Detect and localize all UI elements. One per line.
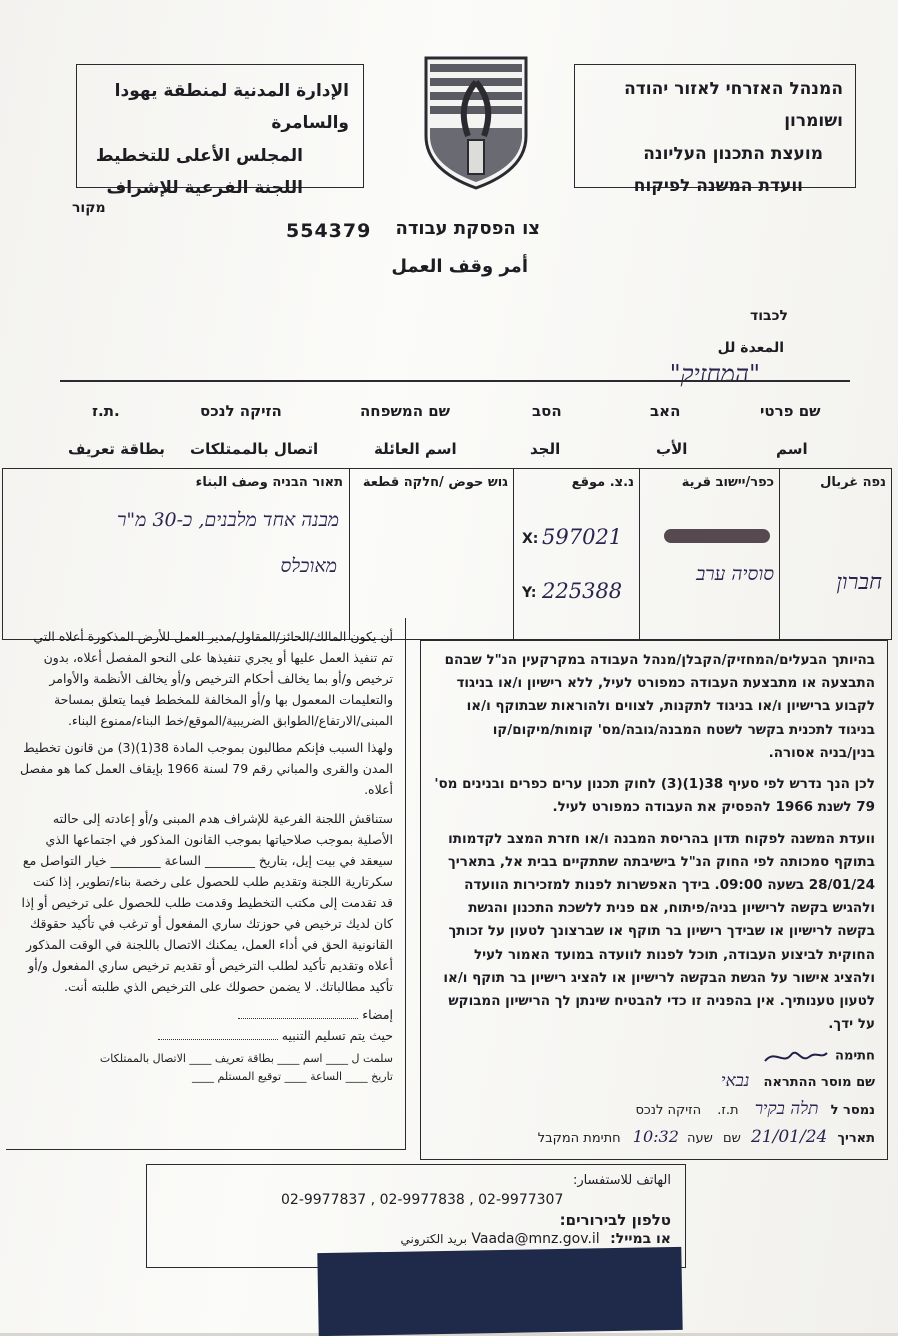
personal-fields-hebrew-row <box>60 402 840 426</box>
arabic-delivered-row: سلمت ل ____ اسم ____ بطاقة تعريف ____ الاتصال بالممتلكات <box>99 1052 393 1066</box>
hebrew-delivered-value: תלה בקיר <box>754 1098 819 1119</box>
location-table <box>2 468 892 640</box>
arabic-connection-label: الاتصال بالممتلكات <box>99 1052 186 1066</box>
arabic-header-line-2: المجلس الأعلى للتخطيط <box>95 145 303 166</box>
description-line-2: מאוכלס <box>280 555 337 577</box>
to-label-arabic: المعدة لل <box>717 340 784 356</box>
arabic-delivery-row <box>18 1026 393 1047</box>
hebrew-signature-label: חתימה <box>835 1048 875 1063</box>
hebrew-body-box <box>420 640 888 1160</box>
field-first-name: שם פרטי <box>760 402 821 420</box>
hebrew-paragraph-1: בהיותך הבעלים/המחזיק/הקבלן/מנהל העבודה במקרקעין הנ"ל שבהם התבצעה או מתבצעת העבודה כמפורט לעיל, ללא רישיון ו/או בניגוד לקבוע ברישיון ו/או בניגוד לתקנות, לצווים ולהוראות שבתוקף ו/או בניגוד לתכנית בקשר לשטח המבנה/גובה/מס' קומות/מיקום/קו בנין/בניה אסורה. <box>444 652 875 761</box>
footer-phones: 02-9977837 , 02-9977838 , 02-9977307 <box>281 1192 564 1208</box>
field-father: האב <box>650 402 681 420</box>
footer-hebrew-contact-row <box>161 1210 671 1229</box>
coord-x-label: X: <box>522 531 539 547</box>
header-district: נפה غربال <box>820 475 886 490</box>
footer-contact-label-arabic: الهاتف للاستفسار: <box>572 1173 671 1188</box>
arabic-delivered-label: سلمت ل <box>351 1052 393 1066</box>
arabic-id-label: بطاقة تعريف <box>214 1052 274 1066</box>
field-connection-ar: اتصال بالممتلكات <box>190 440 319 458</box>
table-cell-description <box>3 469 349 639</box>
header-block-parcel: גוש حوض /חלקה قطعة <box>362 475 508 490</box>
footer-email: Vaada@mnz.gov.il <box>471 1231 600 1247</box>
arabic-paragraph-1: أن يكون المالك/الحائز/المقاول/مدير العمل للأرض المذكورة أعلاه التي تم تنفيذ العمل عليها أو يجري تنفيذها على النحو المفصل أعلاه، بدون ترخيص و/أو بما يخالف أحكام الترخيص و/أو يخالف الأنظمة والأوامر والتعليمات المعمول بها و/أو المخالفة للمخطط فيما يتعلق بمساحة المبنى/الارتفاع/الطوابق الضريبية/الموقع/خط البناء/ممنوع البناء. <box>33 629 393 728</box>
header-village: כפר/יישוב قرية <box>681 475 774 490</box>
footer-arabic-contact-row <box>161 1173 671 1188</box>
hebrew-date-label: תאריך <box>837 1130 875 1146</box>
header-coordinates: נ.צ. موقع <box>571 475 634 490</box>
hebrew-connection-label: הזיקה לנכס <box>635 1102 702 1118</box>
arabic-recipient-sign-label: توقيع المستلم <box>217 1070 282 1084</box>
footer-email-label-arabic: بريد الكتروني <box>400 1232 467 1246</box>
hebrew-header-box <box>574 64 856 196</box>
arabic-sign-row <box>18 1005 393 1026</box>
hebrew-signature-row <box>433 1045 875 1067</box>
field-family-name: שם המשפחה <box>360 402 451 420</box>
table-cell-coordinates <box>513 469 640 639</box>
hebrew-receiver-sign-label: חתימת המקבל <box>537 1130 621 1146</box>
arabic-header-line-1: الإدارة المدنية لمنطقة يهودا والسامرة <box>114 81 349 134</box>
hebrew-time-value: 10:32 <box>632 1126 679 1146</box>
hebrew-id-label: ת.ז. <box>717 1102 739 1118</box>
arabic-date-label: تاريخ <box>371 1070 393 1084</box>
field-connection: הזיקה לנכס <box>200 402 282 420</box>
hebrew-delivered-row <box>433 1095 875 1123</box>
footer-email-row <box>161 1231 671 1247</box>
hebrew-date-value: 21/01/24 <box>750 1126 828 1147</box>
arabic-paragraph-3: ستناقش اللجنة الفرعية للإشراف هدم المبنى و/أو إعادته إلى حالته الأصلية بموجب صلاحياتها بموجب القانون المذكور في اجتماعها الذي سيعقد في بيت إيل، بتاريخ ________ الساعة ________ خيار التواصل مع سكرتارية اللجنة وتقديم طلب للحصول على رخصة بناء/تطوير، إذا كنت قد تقدمت إلى مكتب التخطيط وقدمت طلب للحصول على ترخيص أو إذا كان لديك ترخيص في حوزتك ساري المفعول أو ترغب في تأكيد حقوقك القانونية الحق في أداء العمل، يمكنك الاتصال باللجنة في الوقت المذكور أعلاه وتقديم تأكيد لطلب الترخيص أو تقديم ترخيص ساري المفعول و/أو تأكيد مطالباتك. لا يضمن حصولك على الترخيص الذي طلبته أنت. <box>21 811 393 994</box>
field-grandfather: הסב <box>532 402 562 420</box>
coord-y-label: Y: <box>522 585 537 601</box>
arabic-body-box <box>6 618 406 1150</box>
hebrew-header-line-2: מועצת התכנון העליונה <box>643 143 823 164</box>
field-family-name-ar: اسم العائلة <box>374 440 457 458</box>
hebrew-header-line-1: המנהל האזרחי לאזור יהודה ושומרון <box>624 79 843 132</box>
hebrew-paragraph-3: וועדת המשנה לפקוח תדון בהריסת המבנה ו/או חזרת המצב לקדמותו בתוקף סמכותה לפי החוק הנ"ל בישיבתה שתתקיים בבית אל, בתאריך 28/01/24 בשעה 09:00. בידך האפשרות לפנות למזכירות הוועדה ולהגיש בקשה לרישיון בניה/פיתוח, אם פנית ללשכת התכנון והגשת בקשה לרישיון או שבידך רישיון בר תוקף או שברצונך לטעון על זכותך החוקית לביצוע העבודה, תוכל לפנות לוועדה במועד האמור לעיל ולהציג אישור על הגשת הבקשה לרישיון או להציג רישיון בר תוקף ו/או לטעון טענותיך. אין בהפניה זו כדי להבטיח שינתן לך הרישיון המבוקש על ידך. <box>443 830 875 1033</box>
description-line-1: מבנה אחד מלבנים, כ-30 מ"ר <box>117 509 339 531</box>
table-cell-district <box>779 469 892 639</box>
arabic-sign-label: إمضاء <box>362 1007 393 1022</box>
hebrew-header-line-3: וועדת המשנה לפיקוח <box>633 175 803 196</box>
emblem-icon <box>420 52 532 192</box>
addressee-rule <box>60 380 850 382</box>
hebrew-time-label: שעה <box>687 1130 713 1146</box>
hebrew-deliverer-row <box>433 1067 875 1095</box>
coord-x-value: 597021 <box>542 525 623 549</box>
hebrew-delivered-label: נמסר ל <box>830 1102 875 1118</box>
field-first-name-ar: اسم <box>776 440 808 458</box>
field-id: ת.ז. <box>92 402 120 420</box>
footer-contact-label-hebrew: טלפון לבירורים: <box>559 1211 671 1229</box>
arabic-header-line-3: اللجنة الفرعية للإشراف <box>106 177 303 198</box>
field-grandfather-ar: الجد <box>530 440 561 458</box>
footer-email-label-hebrew: או במייל: <box>610 1231 671 1247</box>
personal-fields-arabic-row <box>60 440 840 466</box>
hebrew-date-row <box>433 1123 875 1151</box>
arabic-delivery-line <box>158 1039 278 1040</box>
arabic-header-box <box>76 64 364 198</box>
district-value: חברון <box>836 570 882 595</box>
hebrew-deliverer-label: שם מוסר ההתראה <box>763 1074 875 1090</box>
arabic-hour-label: الساعة <box>310 1070 343 1084</box>
recipient-handwritten: "המחזיק" <box>669 360 760 388</box>
hebrew-deliverer-value: נבאי <box>721 1070 750 1091</box>
field-id-ar: بطاقة تعريف <box>68 440 165 458</box>
to-label: לכבוד <box>750 308 788 324</box>
arabic-delivery-label: حيث يتم تسليم التنبيه <box>281 1027 393 1043</box>
arabic-sign-line <box>238 1018 358 1019</box>
hebrew-name-label: שם <box>723 1130 741 1146</box>
village-value: סוסיה ערב <box>696 563 774 585</box>
signature-icon <box>761 1045 831 1067</box>
hebrew-paragraph-2: לכן הנך נדרש לפי סעיף 38(1)(3) לחוק תכנון ערים כפרים ובנינים מס' 79 לשנת 1966 להפסיק את העבודה כמפורט לעיל. <box>434 776 875 816</box>
order-title-hebrew: צו הפסקת עבודה <box>395 218 540 239</box>
source-label: מקור <box>72 200 106 216</box>
tape-strip <box>317 1247 682 1336</box>
coord-y-value: 225388 <box>542 579 623 603</box>
arabic-date-row: تاريخ ____ الساعة ____ توقيع المستلم ____ <box>192 1070 393 1084</box>
field-father-ar: الأب <box>656 440 688 458</box>
redaction-mark <box>664 529 770 543</box>
table-cell-village <box>639 469 780 639</box>
order-title-arabic: أمر وقف العمل <box>391 256 528 277</box>
table-cell-block-parcel <box>349 469 514 639</box>
arabic-name-label: اسم <box>302 1052 323 1066</box>
header-description: תאור הבניה وصف البناء <box>195 475 343 490</box>
arabic-paragraph-2: ولهذا السبب فإنكم مطالبون بموجب المادة 38(1)(3) من قانون تخطيط المدن والقرى والمباني رقم 79 لسنة 1966 بإيقاف العمل كما هو مفصل أعلاه. <box>19 740 393 797</box>
order-number: 554379 <box>286 220 372 242</box>
